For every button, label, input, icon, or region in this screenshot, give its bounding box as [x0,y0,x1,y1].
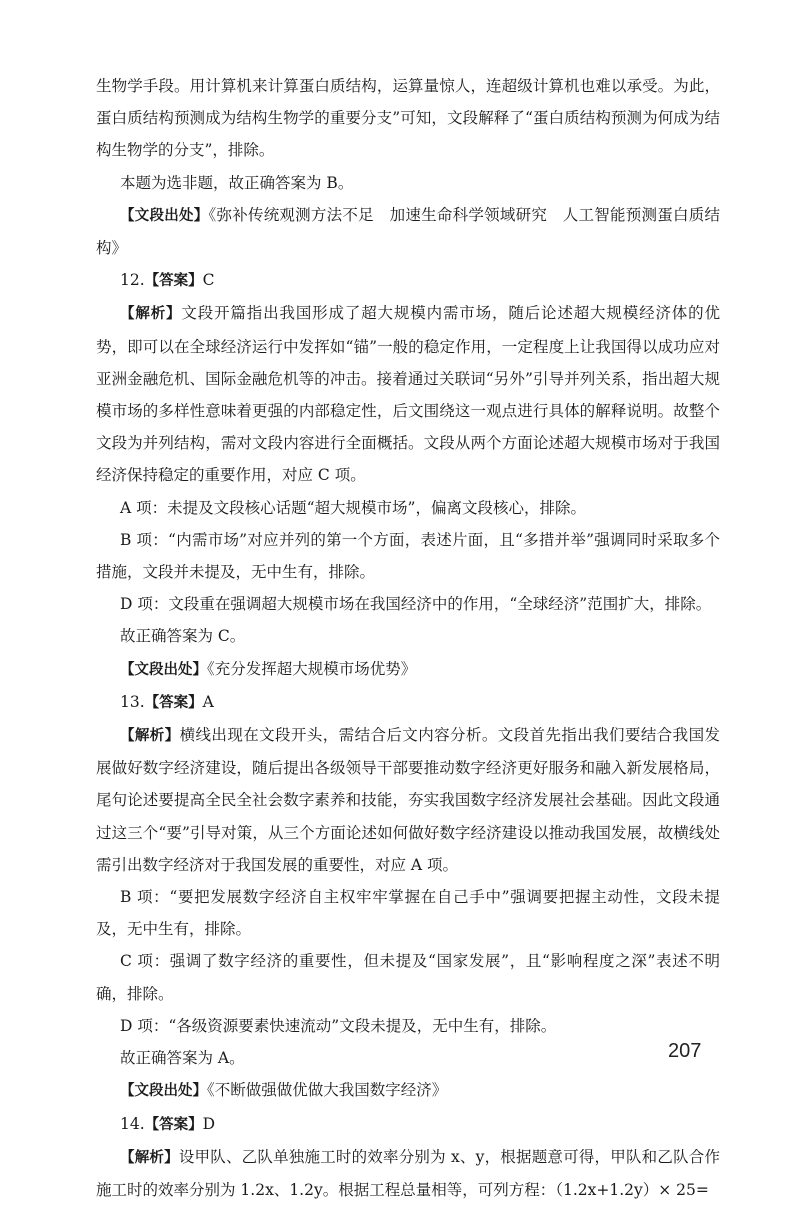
analysis-label: 【解析】 [120,1149,179,1166]
option-d-analysis: D 项：文段重在强调超大规模市场在我国经济中的作用，“全球经济”范围扩大，排除。 [120,595,712,614]
option-c-analysis: C 项：强调了数字经济的重要性，但未提及“国家发展”，且“影响程度之深”表述不明确，排除。 [96,952,720,1003]
source-label: 【文段出处】 [120,207,209,224]
question-12-analysis: 【解析】文段开篇指出我国形成了超大规模内需市场，随后论述超大规模经济体的优势，即可以在全球经济运行中发挥如“锚”一般的稳定作用，一定程度上让我国得以成功应对亚洲金融危机、国际金融危机等的冲击。接着通过关联词“另外”引导并列关系，指出超大规模市场的多样性意味着更强的内部稳定性，后文围绕这一观点进行具体的解释说明。故整个文段为并列结构，需对文段内容进行全面概括。文段从两个方面论述超大规模市场对于我国经济保持稳定的重要作用，对应 C 项。 [96,304,720,485]
option-a-analysis: A 项：未提及文段核心话题“超大规模市场”，偏离文段核心，排除。 [120,498,586,517]
paragraph-answer-summary: 本题为选非题，故正确答案为 B。 [120,173,354,192]
analysis-label: 【解析】 [120,728,180,745]
answer-label: 【答案】 [144,273,203,290]
paragraph-source: 【文段出处】《充分发挥超大规模市场优势》 [120,659,417,678]
question-13-analysis: 【解析】横线出现在文段开头，需结合后文内容分析。文段首先指出我们要结合我国发展做好数字经济建设，随后提出各级领导干部要推动数字经济更好服务和融入新发展格局，尾句论述要提高全民全社会数字素养和技能，夯实我国数字经济发展社会基础。因此文段通过这三个“要”引导对策，从三个方面论述如何做好数字经济建设以推动我国发展，故横线处需引出数字经济对于我国发展的重要性，对应 A 项。 [96,726,720,874]
answer-label: 【答案】 [144,694,203,711]
question-12-answer: 12.【答案】C [120,271,215,290]
document-body [96,70,720,1206]
option-d-analysis: D 项：“各级资源要素快速流动”文段未提及，无中生有，排除。 [120,1016,557,1035]
paragraph-continuation: 生物学手段。用计算机来计算蛋白质结构，运算量惊人，连超级计算机也难以承受。为此，蛋白质结构预测成为结构生物学的重要分支”可知，文段解释了“蛋白质结构预测为何成为结构生物学的分支”，排除。 [96,77,720,160]
question-14-analysis: 【解析】设甲队、乙队单独施工时的效率分别为 x、y，根据题意可得，甲队和乙队合作施工时的效率分别为 1.2x、1.2y。根据工程总量相等，可列方程：（1.2x+1.2y）× 25= [96,1147,720,1199]
paragraph-source: 【文段出处】《弥补传统观测方法不足 加速生命科学领域研究 人工智能预测蛋白质结构》 [96,205,720,258]
source-label: 【文段出处】 [120,1083,207,1100]
paragraph-answer-summary: 故正确答案为 A。 [120,1049,245,1068]
answer-label: 【答案】 [144,1116,203,1133]
paragraph-answer-summary: 故正确答案为 C。 [120,627,246,646]
page-number: 207 [668,1040,702,1062]
paragraph-source: 【文段出处】《不断做强做优做大我国数字经济》 [120,1081,448,1100]
analysis-label: 【解析】 [120,306,182,323]
question-14-answer: 14.【答案】D [120,1114,216,1133]
option-b-analysis: B 项：“要把发展数字经济自主权牢牢掌握在自己手中”强调要把握主动性，文段未提及，无中生有，排除。 [96,888,720,939]
question-13-answer: 13.【答案】A [120,692,214,711]
source-label: 【文段出处】 [120,661,207,678]
option-b-analysis: B 项：“内需市场”对应并列的第一个方面，表述片面，且“多措并举”强调同时采取多个措施，文段并未提及，无中生有，排除。 [96,530,720,582]
